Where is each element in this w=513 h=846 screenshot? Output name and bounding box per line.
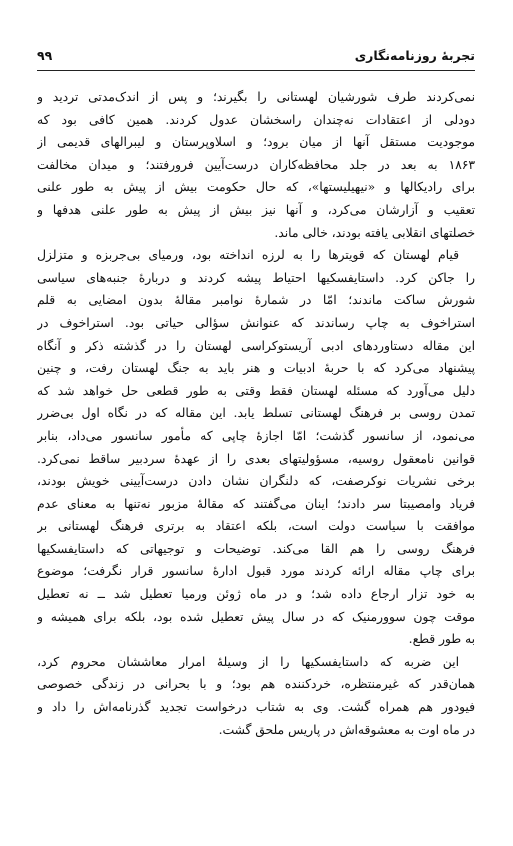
text-line: ۱۸۶۳ به بعد در جلد محافظه‌کاران درست‌آیین فرورفتند؛ و میدان مخالفت: [37, 157, 475, 172]
text-line: به خود تزار ارجاع داده شد؛ و در ماه ژوئن ورمیا تعطیل شد ــ نه تعطیل: [37, 587, 475, 602]
text-line: به طور قطع.: [408, 632, 475, 647]
text-line: خصلتهای انقلابی یافته بودند، خالی ماند.: [274, 225, 475, 240]
text-line: استراخوف به چاپ رساندند که عنوانش سؤالی حیاتی بود. استراخوف در: [37, 315, 475, 330]
text-line: قیام لهستان که قویترها را به لرزه انداخته بود، ورمیای بی‌جربزه و متزلزل: [37, 248, 459, 263]
text-line: موجودیت مستقل آنها از میان برود؛ و اسلاوپرستان و لیبرالهای قدیمی از: [37, 135, 475, 150]
text-line: نمی‌کردند طرف شورشیان لهستانی را بگیرند؛ و پس از اندک‌مدتی تردید و: [37, 90, 475, 104]
text-line: همان‌قدر که غیرمنتظره، خردکننده هم بود؛ و با بحرانی در زندگی خصوصی: [37, 677, 475, 692]
running-header: [37, 46, 475, 68]
text-line: برخی نشریات نوکرصفت، که دلنگران نشان دادن درست‌آیینی خویش بودند،: [37, 474, 475, 489]
text-line: موقت چون سوورمنیک که در سال پیش تعطیل شده بود، بلکه برای همیشه و: [37, 609, 475, 624]
text-line: تمدن روسی بر فرهنگ لهستانی تسلط یابد. این مقاله که در نگاه اول بی‌ضرر: [37, 406, 475, 421]
text-line: موافقت با سیاست دولت است، بلکه اعتقاد به برتری فرهنگ لهستانی بر: [37, 519, 475, 534]
body-text: [37, 86, 475, 741]
text-line: فیودور هم همراه گشت. وی به شتاب درخواست تجدید گذرنامه‌اش را داد و: [37, 700, 475, 715]
text-line: فریاد وامصیبتا سر دادند؛ اینان می‌گفتند که مقالهٔ مزبور نه‌تنها به معنای عدم: [37, 496, 475, 511]
text-line: پیشنهاد می‌کرد که با حربهٔ ادبیات و هنر باید به جنگ لهستان رفت، و چنین: [37, 361, 475, 376]
text-line: را جاکن کرد. داستایفسکیها احتیاط پیشه کردند و دربارهٔ جنبه‌های سیاسی: [37, 270, 475, 285]
text-line: دودلی از اعتقادات نه‌چندان راسخشان عدول کردند. همین کافی بود که: [37, 112, 475, 127]
text-line: این ضربه که داستایفسکیها را از وسیلهٔ امرار معاششان محروم کرد،: [37, 654, 459, 669]
text-line: برای رادیکالها و «نیهیلیستها»، که حال حکومت بیش از پیش به طور علنی: [37, 180, 475, 195]
text-line: تعقیب و آزارشان می‌کرد، و آنها نیز بیش از پیش به طور علنی هدفها و: [37, 202, 475, 217]
text-line: شورش ساکت ماندند؛ امّا در شمارهٔ نوامبر مقالهٔ بدون امضایی به قلم: [37, 293, 475, 308]
header-rule: [37, 70, 475, 71]
text-line: می‌نمود، از سانسور گذشت؛ امّا اجازهٔ چاپی که مأمور سانسور می‌داد، بنابر: [37, 428, 475, 443]
text-line: برای چاپ مقاله ارائه کردند مورد قبول ادارهٔ سانسور قرار نگرفت؛ موضوع: [37, 564, 475, 579]
text-line: دلیل می‌آورد که مسئله لهستان فقط وقتی به طور قطعی حل خواهد شد که: [37, 383, 475, 398]
text-line: در ماه اوت به معشوقه‌اش در پاریس ملحق گشت.: [218, 722, 475, 737]
running-title: تجربهٔ روزنامه‌نگاری: [354, 48, 475, 63]
text-line: فرهنگ روسی را هم القا می‌کند. توضیحات و توجیهاتی که داستایفسکیها: [37, 541, 475, 556]
page-number: ۹۹: [37, 48, 53, 63]
text-line: این مقاله دستاوردهای ادبی آریستوکراسی لهستان را در گذشته ذکر و آنگاه: [37, 338, 475, 353]
text-line: قوانین نامعقول روسیه، مسؤولیتهای بعدی را از عهدهٔ سردبیر ساقط نمی‌کرد.: [37, 451, 475, 466]
